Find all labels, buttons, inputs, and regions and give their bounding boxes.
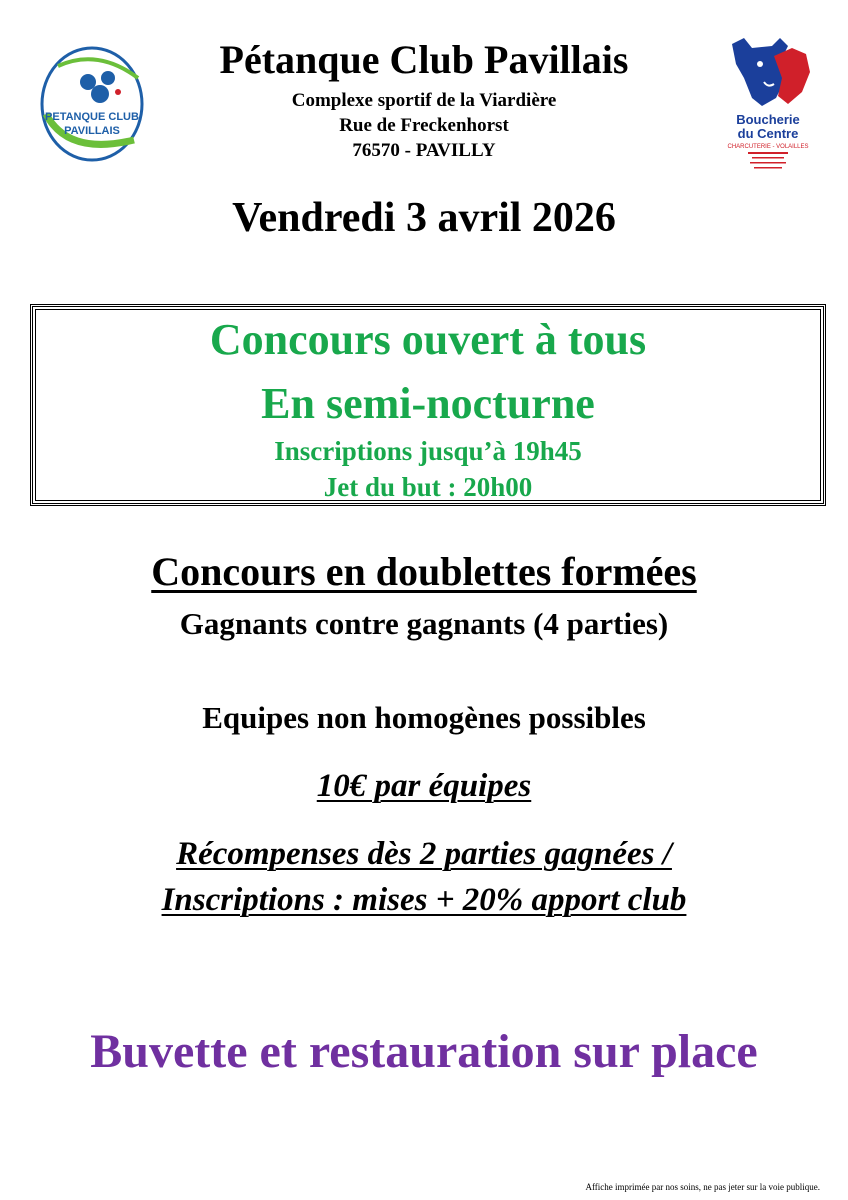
box-line-seminocturne: En semi-nocturne	[261, 379, 595, 428]
club-name: Pétanque Club Pavillais	[219, 37, 629, 82]
entry-fee	[0, 768, 848, 805]
refreshments-note: Buvette et restauration sur place	[90, 1025, 758, 1078]
rewards-line-1-text: Récompenses dès 2 parties gagnées /	[176, 836, 672, 872]
format-title	[0, 548, 848, 595]
box-line-registration: Inscriptions jusqu’à 19h45	[274, 436, 582, 466]
sponsor-subtitle: CHARCUTERIE - VOLAILLES	[727, 144, 809, 150]
rewards-line-1	[0, 836, 848, 873]
box-line-open: Concours ouvert à tous	[209, 315, 647, 364]
rewards-line-2	[0, 882, 848, 919]
format-subtitle: Gagnants contre gagnants (4 parties)	[179, 606, 669, 641]
teams-note: Equipes non homogènes possibles	[202, 700, 646, 735]
sponsor-logo	[722, 34, 814, 176]
footnote: Affiche imprimée par nos soins, ne pas jeter sur la voie publique.	[585, 1182, 820, 1192]
address-line-2: Rue de Freckenhorst	[339, 115, 509, 136]
rewards-line-2-text: Inscriptions : mises + 20% apport club	[161, 882, 687, 918]
sponsor-name-1: Boucherie	[736, 112, 800, 127]
club-logo-text-2: PAVILLAIS	[64, 125, 120, 137]
event-date: Vendredi 3 avril 2026	[232, 195, 616, 241]
entry-fee-text: 10€ par équipes	[316, 768, 532, 804]
address-line-3: 76570 - PAVILLY	[352, 140, 496, 161]
address-line-1: Complexe sportif de la Viardière	[291, 90, 557, 111]
sponsor-name-2: du Centre	[737, 126, 799, 141]
box-line-start-time: Jet du but : 20h00	[323, 472, 533, 502]
club-logo-text-1: PETANQUE CLUB	[45, 111, 139, 123]
format-title-text: Concours en doublettes formées	[151, 549, 697, 594]
